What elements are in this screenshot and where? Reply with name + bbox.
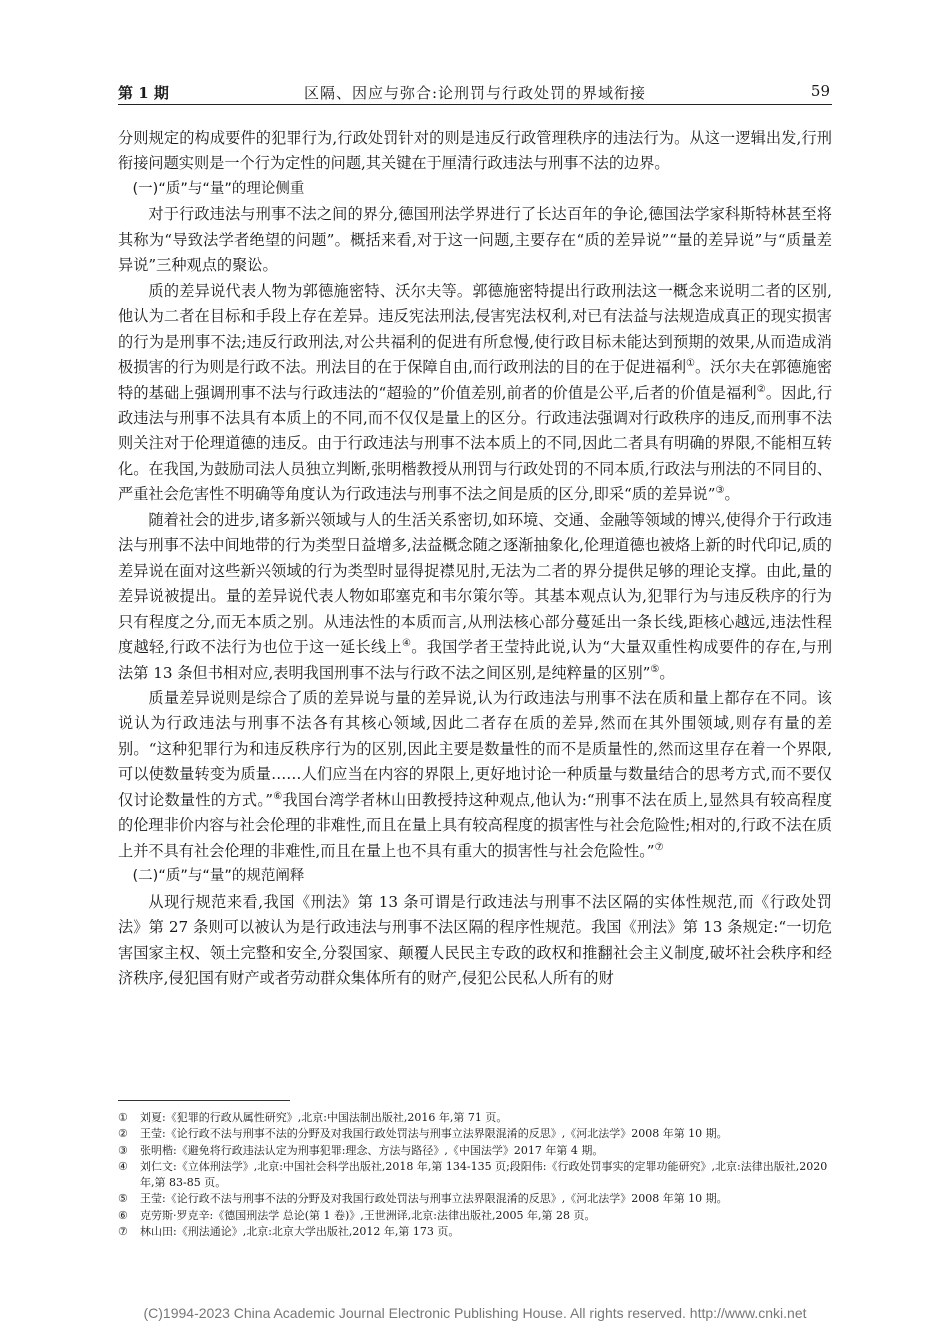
footnote: ④ 刘仁文:《立体刑法学》,北京:中国社会科学出版社,2018 年,第 134-135 页;段阳伟:《行政处罚事实的定罪功能研究》,北京:法律出版社,2020 年,第 83-85 页。 bbox=[118, 1159, 828, 1190]
footnote-ref[interactable]: ② bbox=[756, 383, 766, 395]
footnote: ② 王莹:《论行政不法与刑事不法的分野及对我国行政处罚法与刑事立法界限混淆的反思》,《河北法学》2008 年第 10 期。 bbox=[118, 1127, 728, 1141]
paragraph: 从现行规范来看,我国《刑法》第 13 条可谓是行政违法与刑事不法区隔的实体性规范,而《行政处罚法》第 27 条则可以被认为是行政违法与刑事不法区隔的程序性规范。我国《刑法》第 13 条规定:“一切危害国家主权、领土完整和安全,分裂国家、颠覆人民民主专政的政权和推翻社会主义制度,破坏社会秩序和经济秩序,侵犯国有财产或者劳动群众集体所有的财产,侵犯公民私人所有的财 bbox=[118, 892, 832, 987]
footnote-divider bbox=[118, 1100, 290, 1101]
running-header bbox=[118, 78, 832, 105]
footnote-ref[interactable]: ⑦ bbox=[654, 841, 664, 853]
issue-label: 第 1 期 bbox=[118, 84, 169, 102]
footnote: ③ 张明楷:《避免将行政违法认定为刑事犯罪:理念、方法与路径》,《中国法学》2017 年第 4 期。 bbox=[118, 1143, 604, 1157]
footnote: ⑤ 王莹:《论行政不法与刑事不法的分野及对我国行政处罚法与刑事立法界限混淆的反思》,《河北法学》2008 年第 10 期。 bbox=[118, 1192, 728, 1206]
paragraph: 对于行政违法与刑事不法之间的界分,德国刑法学界进行了长达百年的争论,德国法学家科斯特林甚至将其称为“导致法学者绝望的问题”。概括来看,对于这一问题,主要存在“质的差异说”“量的差异说”与“质量差异说”三种观点的聚讼。 bbox=[118, 205, 832, 275]
article-body bbox=[118, 126, 832, 991]
footnote-ref[interactable]: ⑥ bbox=[272, 790, 283, 802]
footnote: ⑦ 林山田:《刑法通论》,北京:北京大学出版社,2012 年,第 173 页。 bbox=[118, 1225, 460, 1239]
footnote: ⑥ 克劳斯·罗克辛:《德国刑法学 总论(第 1 卷)》,王世洲译,北京:法律出版社,2005 年,第 28 页。 bbox=[118, 1208, 596, 1222]
footnote: ① 刘夏:《犯罪的行政从属性研究》,北京:中国法制出版社,2016 年,第 71 页。 bbox=[118, 1111, 508, 1124]
footnote-ref[interactable]: ⑤ bbox=[650, 663, 660, 675]
paragraph: 质量差异说则是综合了质的差异说与量的差异说,认为行政违法与刑事不法在质和量上都存在不同。该说认为行政违法与刑事不法各有其核心领域,因此二者存在质的差异,然而在其外围领域,则存有量的差别。“这种犯罪行为和违反秩序行为的区别,因此主要是数量性的而不是质量性的,然而这里存在着一个界限,可以使数量转变为质量……人们应当在内容的界限上,更好地讨论一种质量与数量结合的思考方式,而不要仅仅讨论数量性的方式。”⑥我国台湾学者林山田教授持这种观点,他认为:“刑事不法在质上,显然具有较高程度的伦理非价内容与社会伦理的非难性,而且在量上具有较高程度的损害性与社会危险性;相对的,行政不法在质上并不具有社会伦理的非难性,而且在量上也不具有重大的损害性与社会危险性。”⑦ bbox=[118, 688, 833, 860]
section-heading: (二)“质”与“量”的规范阐释 bbox=[132, 868, 305, 885]
footnotes bbox=[118, 1110, 832, 1240]
footnote-ref[interactable]: ① bbox=[686, 358, 696, 370]
paragraph: 分则规定的构成要件的犯罪行为,行政处罚针对的则是违反行政管理秩序的违法行为。从这一逻辑出发,行刑衔接问题实则是一个行为定性的问题,其关键在于厘清行政违法与刑事不法的边界。 bbox=[118, 129, 832, 173]
footnote-ref[interactable]: ③ bbox=[715, 485, 725, 497]
copyright-notice: (C)1994-2023 China Academic Journal Electronic Publishing House. All rights reserved. http://www.cnki.net bbox=[143, 1305, 807, 1321]
footnote-ref[interactable]: ④ bbox=[401, 638, 412, 649]
section-heading: (一)“质”与“量”的理论侧重 bbox=[132, 180, 305, 197]
page-number: 59 bbox=[810, 82, 830, 100]
paragraph: 随着社会的进步,诸多新兴领域与人的生活关系密切,如环境、交通、金融等领域的博兴,使得介于行政违法与刑事不法中间地带的行为类型日益增多,法益概念随之逐渐抽象化,伦理道德也被烙上新的时代印记,质的差异说在面对这些新兴领域的行为类型时显得捉襟见肘,无法为二者的界分提供足够的理论支撑。由此,量的差异说被提出。量的差异说代表人物如耶塞克和韦尔策尔等。其基本观点认为,犯罪行为与违反秩序的行为只有程度之分,而无本质之别。从违法性的本质而言,从刑法核心部分蔓延出一条长线,距核心越远,违法性程度越轻,行政不法行为也位于这一延长线上④。我国学者王莹持此说,认为“大量双重性构成要件的存在,与刑法第 13 条但书相对应,表明我国刑事不法与行政不法之间区别,是纯粹量的区别”⑤。 bbox=[118, 510, 833, 682]
article-title: 区隔、因应与弥合:论刑罚与行政处罚的界域衔接 bbox=[303, 84, 647, 102]
paragraph: 质的差异说代表人物为郭德施密特、沃尔夫等。郭德施密特提出行政刑法这一概念来说明二者的区别,他认为二者在目标和手段上存在差异。违反宪法刑法,侵害宪法权利,对已有法益与法规造成真正的现实损害的行为是刑事不法;违反行政刑法,对公共福利的促进有所怠慢,使行政目标未能达到预期的效果,从而造成消极损害的行为则是行政不法。刑法目的在于保障自由,而行政刑法的目的在于促进福利①。沃尔夫在郭德施密特的基础上强调刑事不法与行政违法的“超验的”价值差别,前者的价值是公平,后者的价值是福利②。因此,行政违法与刑事不法具有本质上的不同,而不仅仅是量上的区分。行政违法强调对行政秩序的违反,而刑事不法则关注对于伦理道德的违反。由于行政违法与刑事不法本质上的不同,因此二者具有明确的界限,不能相互转化。在我国,为鼓励司法人员独立判断,张明楷教授从刑罚与行政处罚的不同本质,行政法与刑法的不同目的、严重社会危害性不明确等角度认为行政违法与刑事不法之间是质的区分,即采“质的差异说”③。 bbox=[118, 281, 833, 504]
